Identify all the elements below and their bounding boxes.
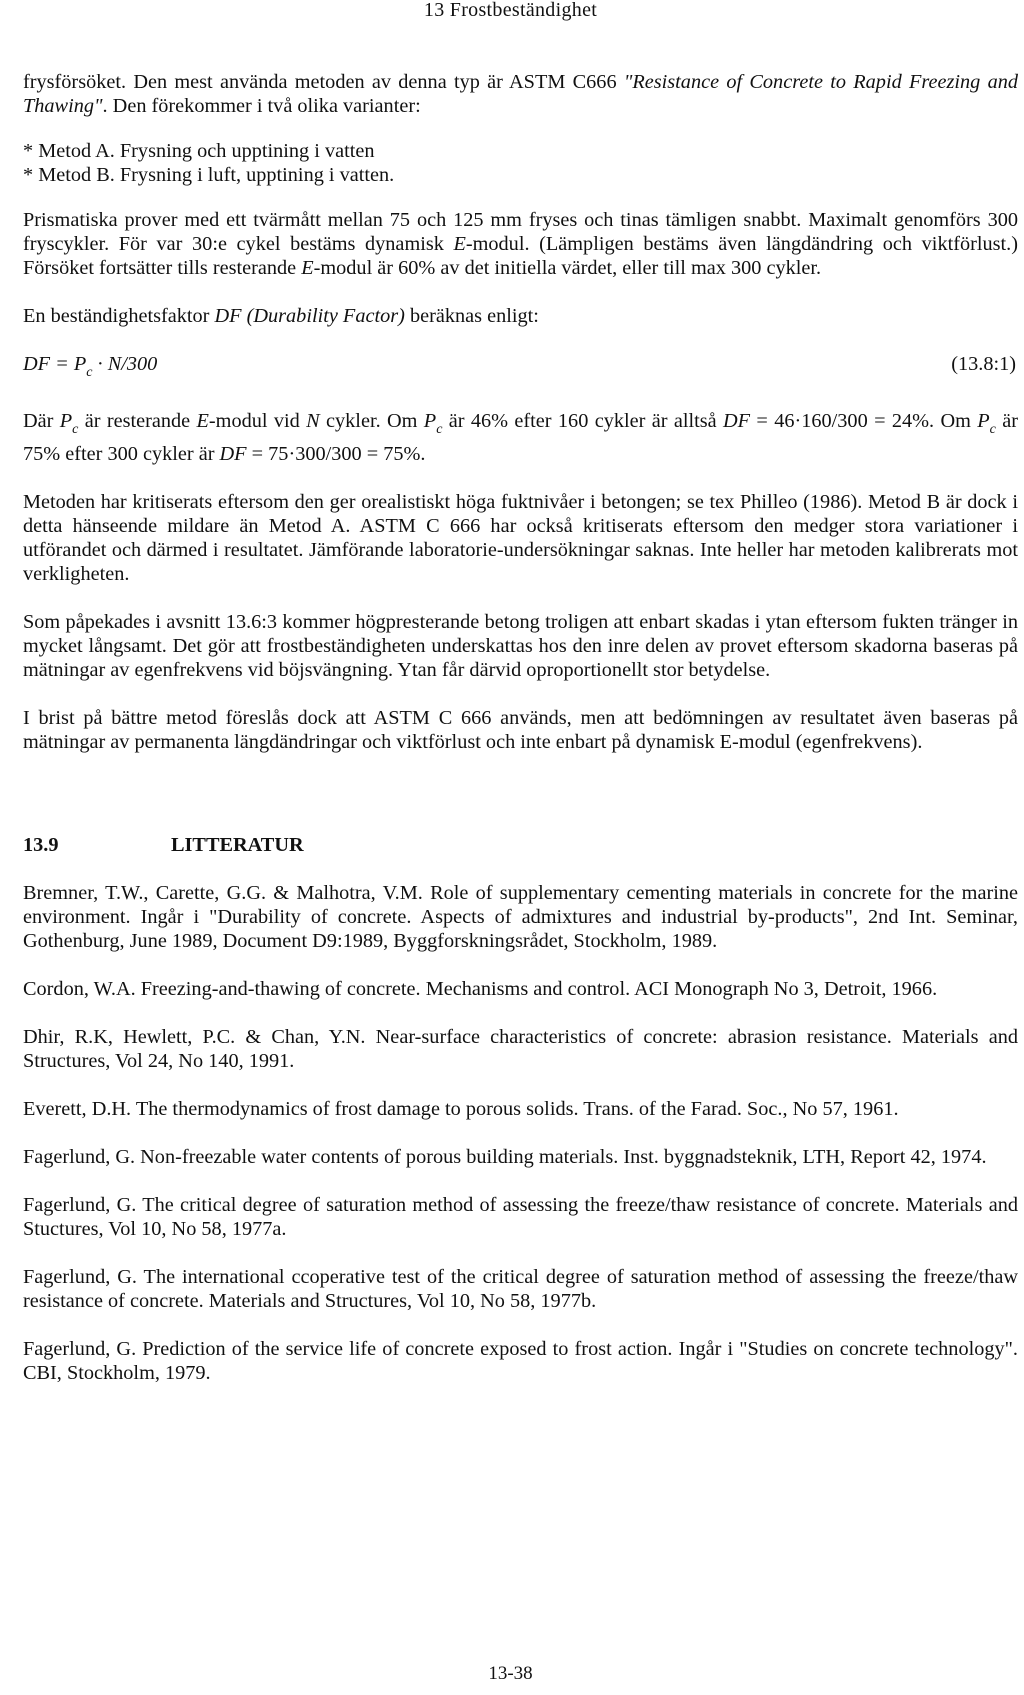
explain-t4: cykler. Om	[319, 410, 424, 432]
astm-title: "Resistance of Concrete to Rapid Freezing and Thawing"	[23, 71, 1018, 117]
df-term: DF (Durability Factor)	[214, 305, 405, 327]
df-symbol-2: DF	[219, 443, 247, 465]
explain-t7: är 75% efter 300 cykler är	[23, 410, 1018, 465]
reference-item: Fagerlund, G. The international ccoperative test of the critical degree of saturation method of assessing the freeze/thaw resistance of concrete. Materials and Structures, Vol 10, No 58, 1977b.	[23, 1266, 1018, 1312]
explain-t2: är resterande	[78, 410, 197, 432]
df-symbol: DF	[723, 410, 751, 432]
section-title: LITTERATUR	[171, 834, 304, 856]
explain-t5: är 46% efter 160 cykler är alltså	[442, 410, 723, 432]
list-item-method-b: * Metod B. Frysning i luft, upptining i vatten.	[23, 164, 395, 186]
reference-item: Everett, D.H. The thermodynamics of frost damage to porous solids. Trans. of the Farad. Soc., No 57, 1961.	[23, 1098, 899, 1120]
equation-formula	[23, 352, 157, 385]
section-heading	[23, 833, 1018, 857]
recommendation-paragraph: I brist på bättre metod föreslås dock att ASTM C 666 används, men att bedömningen av resultatet även baseras på mätningar av permanenta längdändringar och viktförlust och inte enbart på dynamisk E-modul (egenfrekvens).	[23, 707, 1018, 753]
df-intro-a: En beständighetsfaktor	[23, 305, 215, 327]
prism-paragraph	[23, 208, 1018, 280]
prism-text-c: -modul. (Lämpligen bestäms även längdändring och viktförlust.) Försöket fortsätter tills resterande	[23, 233, 1018, 279]
section-number: 13.9	[23, 834, 59, 856]
criticism-paragraph: Metoden har kritiserats eftersom den ger orealistiskt höga fuktnivåer i betongen; se tex Philleo (1986). Metod B är dock i detta hänseende mildare än Metod A. ASTM C 666 har också kritiserats eftersom den medger stora variationer i utförandet och därmed i resultatet. Jämförande laboratorie-undersökningar saknas. Inte heller har metoden kalibrerats mot verkligheten.	[23, 491, 1018, 585]
n-symbol: N	[306, 410, 320, 432]
reference-item: Dhir, R.K, Hewlett, P.C. & Chan, Y.N. Near-surface characteristics of concrete: abrasion resistance. Materials and Structures, Vol 24, No 140, 1991.	[23, 1026, 1018, 1072]
intro-paragraph	[23, 70, 1018, 118]
reference-item: Fagerlund, G. Prediction of the service life of concrete exposed to frost action. Ingår i "Studies on concrete technology". CBI, Stockholm, 1979.	[23, 1338, 1018, 1384]
intro-text-c: . Den förekommer i två olika varianter:	[102, 95, 421, 117]
pc-symbol-2: P	[423, 410, 437, 432]
explain-t3: -modul vid	[208, 410, 307, 432]
list-item-method-a: * Metod A. Frysning och upptining i vatten	[23, 140, 375, 162]
pc-subscript-3: c	[989, 422, 996, 437]
equation-number: (13.8:1)	[951, 353, 1016, 375]
pc-subscript-2: c	[436, 422, 443, 437]
prism-text-e: -modul är 60% av det initiella värdet, eller till max 300 cykler.	[313, 257, 822, 279]
explain-t8: = 75·300/300 = 75%.	[246, 443, 426, 465]
df-intro-c: beräknas enligt:	[404, 305, 539, 327]
equation-13-8-1	[23, 352, 1018, 385]
equation-rhs: · N/300	[92, 353, 158, 375]
e-symbol: E	[196, 410, 209, 432]
pc-symbol: P	[59, 410, 73, 432]
running-header: 13 Frostbeständighet	[423, 0, 598, 21]
explain-t6: = 46·160/300 = 24%. Om	[750, 410, 978, 432]
reference-item: Fagerlund, G. The critical degree of saturation method of assessing the freeze/thaw resistance of concrete. Materials and Stuctures, Vol 10, No 58, 1977a.	[23, 1194, 1018, 1240]
explain-paragraph	[23, 409, 1018, 466]
reference-item: Cordon, W.A. Freezing-and-thawing of concrete. Mechanisms and control. ACI Monograph No 3, Detroit, 1966.	[23, 978, 938, 1000]
equation-subscript: c	[86, 365, 93, 380]
prism-e-symbol-2: E	[301, 257, 314, 279]
pc-subscript: c	[72, 422, 79, 437]
page-number: 13-38	[488, 1663, 533, 1684]
body-text	[23, 70, 1018, 1385]
prism-text-a: Prismatiska prover med ett tvärmått mellan 75 och 125 mm fryses och tinas tämligen snabbt. Maximalt genomförs 300 fryscykler. För var 30:e cykel bestäms dynamisk	[23, 209, 1018, 255]
intro-text-a: frysförsöket. Den mest använda metoden av denna typ är ASTM C666	[23, 71, 624, 93]
pc-symbol-3: P	[977, 410, 990, 432]
explain-t1: Där	[23, 410, 60, 432]
reference-item: Bremner, T.W., Carette, G.G. & Malhotra, V.M. Role of supplementary cementing materials in concrete for the marine environment. Ingår i "Durability of concrete. Aspects of admixtures and industrial by-products", 2nd Int. Seminar, Gothenburg, June 1989, Document D9:1989, Byggforskningsrådet, Stockholm, 1989.	[23, 882, 1018, 952]
hpc-paragraph: Som påpekades i avsnitt 13.6:3 kommer högpresterande betong troligen att enbart skadas i ytan eftersom fukten tränger in mycket långsamt. Det gör att frostbeständigheten underskattas hos den inre delen av provet eftersom skadorna baseras på mätningar av egenfrekvens vid böjsvängning. Ytan får därvid oproportionellt stor betydelse.	[23, 611, 1018, 681]
reference-item: Fagerlund, G. Non-freezable water contents of porous building materials. Inst. byggnadsteknik, LTH, Report 42, 1974.	[23, 1146, 987, 1168]
prism-e-symbol: E	[453, 233, 466, 255]
equation-lhs: DF = P	[23, 353, 87, 375]
df-intro-paragraph	[23, 304, 1018, 328]
